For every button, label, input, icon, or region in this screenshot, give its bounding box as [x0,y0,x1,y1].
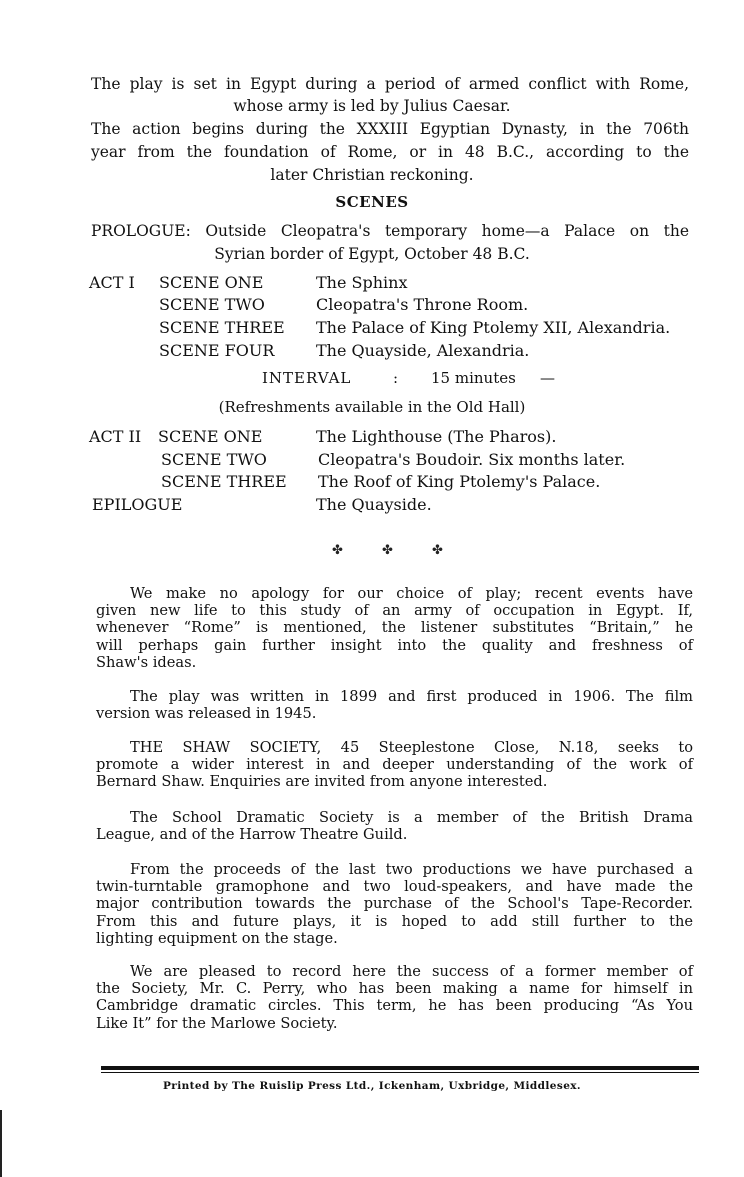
scene-name: SCENE ONE [158,427,263,446]
paragraph-line: twin-turntable gramophone and two loud-speakers, and have made the [96,878,693,896]
epilogue-place: The Quayside. [316,495,432,514]
interval-duration: 15 minutes [431,369,516,387]
scene-name: SCENE TWO [161,450,267,469]
paragraph-line: will perhaps gain further insight into the quality and freshness of [96,636,693,654]
act-label: ACT I [89,273,135,292]
scene-place: Cleopatra's Boudoir. Six months later. [318,450,626,469]
paragraph-line: Shaw's ideas. [96,653,197,671]
interval-dash: — [540,369,555,387]
margin-line [0,1110,2,1177]
interval-separator: : [393,369,399,387]
paragraph-line: League, and of the Harrow Theatre Guild. [96,826,408,844]
paragraph-line: The play was written in 1899 and first produced in 1906. The film [130,688,693,705]
ornament-icon: ✤ [382,543,393,558]
paragraph-line: whenever “Rome” is mentioned, the listener substitutes “Britain,” he [96,619,693,637]
notes-paragraph [96,963,693,1032]
paragraph-line: From this and future plays, it is hoped to add still further to the [96,912,693,930]
paragraph-line: Like It” for the Marlowe Society. [96,1014,338,1032]
divider-rule [101,1066,699,1070]
paragraph-line: major contribution towards the purchase of the School's Tape-Recorder. [96,895,693,913]
paragraph-line: version was released in 1945. [96,705,317,723]
scene-place: Cleopatra's Throne Room. [316,295,529,314]
notes-paragraph [96,739,693,791]
paragraph-line: We are pleased to record here the success of a former member of [130,963,693,980]
prologue-line: Syrian border of Egypt, October 48 B.C. [214,245,530,263]
scene-name: SCENE FOUR [159,341,275,360]
notes-paragraph [96,688,693,722]
act-label: ACT II [89,427,142,446]
paragraph-line: THE SHAW SOCIETY, 45 Steeplestone Close, N.18, seeks to [130,739,693,756]
intro-line: The action begins during the XXXIII Egyptian Dynasty, in the 706th [91,120,689,138]
prologue-line: PROLOGUE: Outside Cleopatra's temporary home—a Palace on the [91,222,689,240]
notes-paragraph [96,809,693,843]
paragraph-line: We make no apology for our choice of play; recent events have [130,585,693,602]
scene-name: SCENE THREE [161,472,287,491]
printer-footer: Printed by The Ruislip Press Ltd., Ickenham, Uxbridge, Middlesex. [162,1080,581,1092]
intro-line: whose army is led by Julius Caesar. [233,97,511,115]
scene-place: The Lighthouse (The Pharos). [316,427,557,446]
divider-rule-thin [101,1072,699,1073]
intro-line: The play is set in Egypt during a period of armed conflict with Rome, [91,75,689,93]
paragraph-line: From the proceeds of the last two productions we have purchased a [130,861,693,878]
intro-line: later Christian reckoning. [270,166,474,184]
scene-place: The Sphinx [316,273,408,292]
scenes-heading: SCENES [335,193,409,211]
scene-place: The Roof of King Ptolemy's Palace. [318,472,601,491]
paragraph-line: Bernard Shaw. Enquiries are invited from anyone interested. [96,773,548,791]
paragraph-line: The School Dramatic Society is a member of the British Drama [130,809,693,826]
paragraph-line: Cambridge dramatic circles. This term, he has been producing “As You [96,997,693,1015]
scene-name: SCENE ONE [159,273,264,292]
paragraph-line: the Society, Mr. C. Perry, who has been making a name for himself in [96,980,693,998]
notes-paragraph [96,585,693,671]
scene-name: SCENE THREE [159,318,285,337]
scene-place: The Palace of King Ptolemy XII, Alexandria. [316,318,671,337]
ornament-icon: ✤ [432,543,443,558]
paragraph-line: lighting equipment on the stage. [96,929,338,947]
epilogue-label: EPILOGUE [92,495,183,514]
interval-label: INTERVAL [262,369,352,387]
paragraph-line: given new life to this study of an army of occupation in Egypt. If, [96,602,693,620]
refreshments-note: (Refreshments available in the Old Hall) [218,398,526,416]
paragraph-line: promote a wider interest in and deeper understanding of the work of [96,756,693,774]
notes-paragraph [96,861,693,947]
ornament-icon: ✤ [332,543,343,558]
scene-place: The Quayside, Alexandria. [316,341,530,360]
intro-line: year from the foundation of Rome, or in 48 B.C., according to the [91,143,689,161]
scene-name: SCENE TWO [159,295,265,314]
